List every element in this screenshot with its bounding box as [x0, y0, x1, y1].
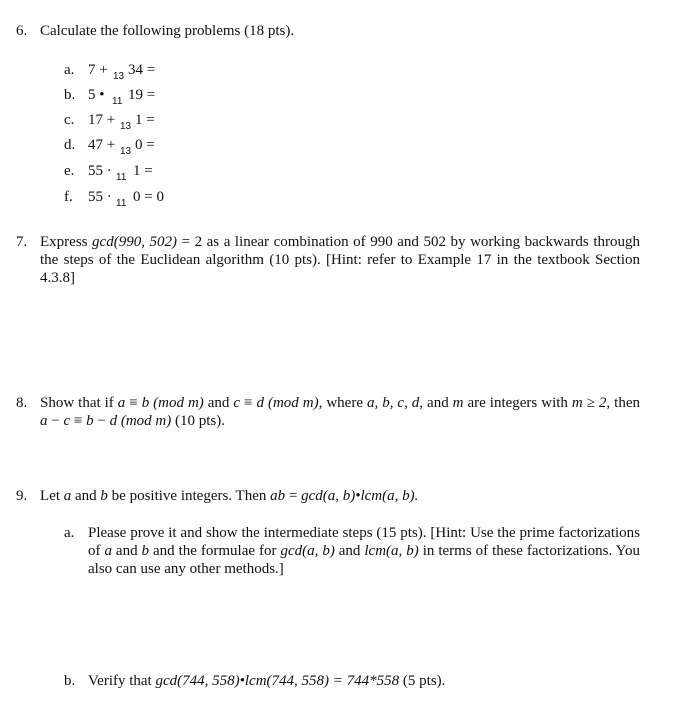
- question-text: Show that if a ≡ b (mod m) and c ≡ d (mod m), where a, b, c, d, and m are integers with m ≥ 2, then a − c ≡ b − d (mod m) (10 pts).: [40, 395, 640, 429]
- question-number: 9.: [16, 488, 28, 504]
- question-text: Express gcd(990, 502) = 2 as a linear combination of 990 and 502 by working backwards through the steps of the Euclidean algorithm (10 pts). [Hint: refer to Example 17 in the textbook Section 4.3.8]: [40, 234, 640, 286]
- modulus-subscript: 11: [116, 172, 127, 183]
- question-number: 6.: [16, 23, 28, 39]
- item-letter: b.: [64, 87, 76, 103]
- modulus-subscript: 13: [113, 71, 125, 82]
- item-letter: c.: [64, 112, 75, 128]
- subpart-a-text: Please prove it and show the intermediate steps (15 pts). [Hint: Use the prime factorizations of a and b and the formulae for gcd(a, b) and lcm(a, b) in terms of these factorizations. You also can use any other methods.]: [88, 525, 640, 577]
- question-title: Calculate the following problems (18 pts).: [40, 23, 295, 39]
- question-number: 7.: [16, 234, 28, 250]
- subpart-b-text: Verify that gcd(744, 558)•lcm(744, 558) = 744*558 (5 pts).: [88, 673, 446, 689]
- modulus-subscript: 13: [120, 121, 132, 132]
- operand-left: 7 +: [88, 62, 108, 78]
- item-letter: d.: [64, 137, 76, 153]
- operand-right: 0 = 0: [133, 189, 164, 205]
- operand-right: 34 =: [128, 62, 156, 78]
- operand-right: 19 =: [128, 87, 156, 103]
- operand-right: 1 =: [135, 112, 155, 128]
- item-letter: a.: [64, 62, 75, 78]
- modulus-subscript: 11: [116, 198, 127, 209]
- operand-left: 55 ·: [88, 189, 112, 205]
- modulus-subscript: 11: [112, 96, 123, 107]
- operand-right: 0 =: [135, 137, 155, 153]
- question-text: Let a and b be positive integers. Then ab = gcd(a, b)•lcm(a, b).: [40, 488, 419, 504]
- gcd-expression: gcd(990, 502): [92, 234, 178, 250]
- operand-left: 5 •: [88, 87, 105, 103]
- operand-right: 1 =: [133, 163, 153, 179]
- item-letter: e.: [64, 163, 75, 179]
- subpart-letter: b.: [64, 673, 76, 689]
- item-letter: f.: [64, 189, 73, 205]
- operand-left: 55 ·: [88, 163, 112, 179]
- operand-left: 17 +: [88, 112, 116, 128]
- modulus-subscript: 13: [120, 146, 132, 157]
- operand-left: 47 +: [88, 137, 116, 153]
- subpart-letter: a.: [64, 525, 75, 541]
- question-number: 8.: [16, 395, 28, 411]
